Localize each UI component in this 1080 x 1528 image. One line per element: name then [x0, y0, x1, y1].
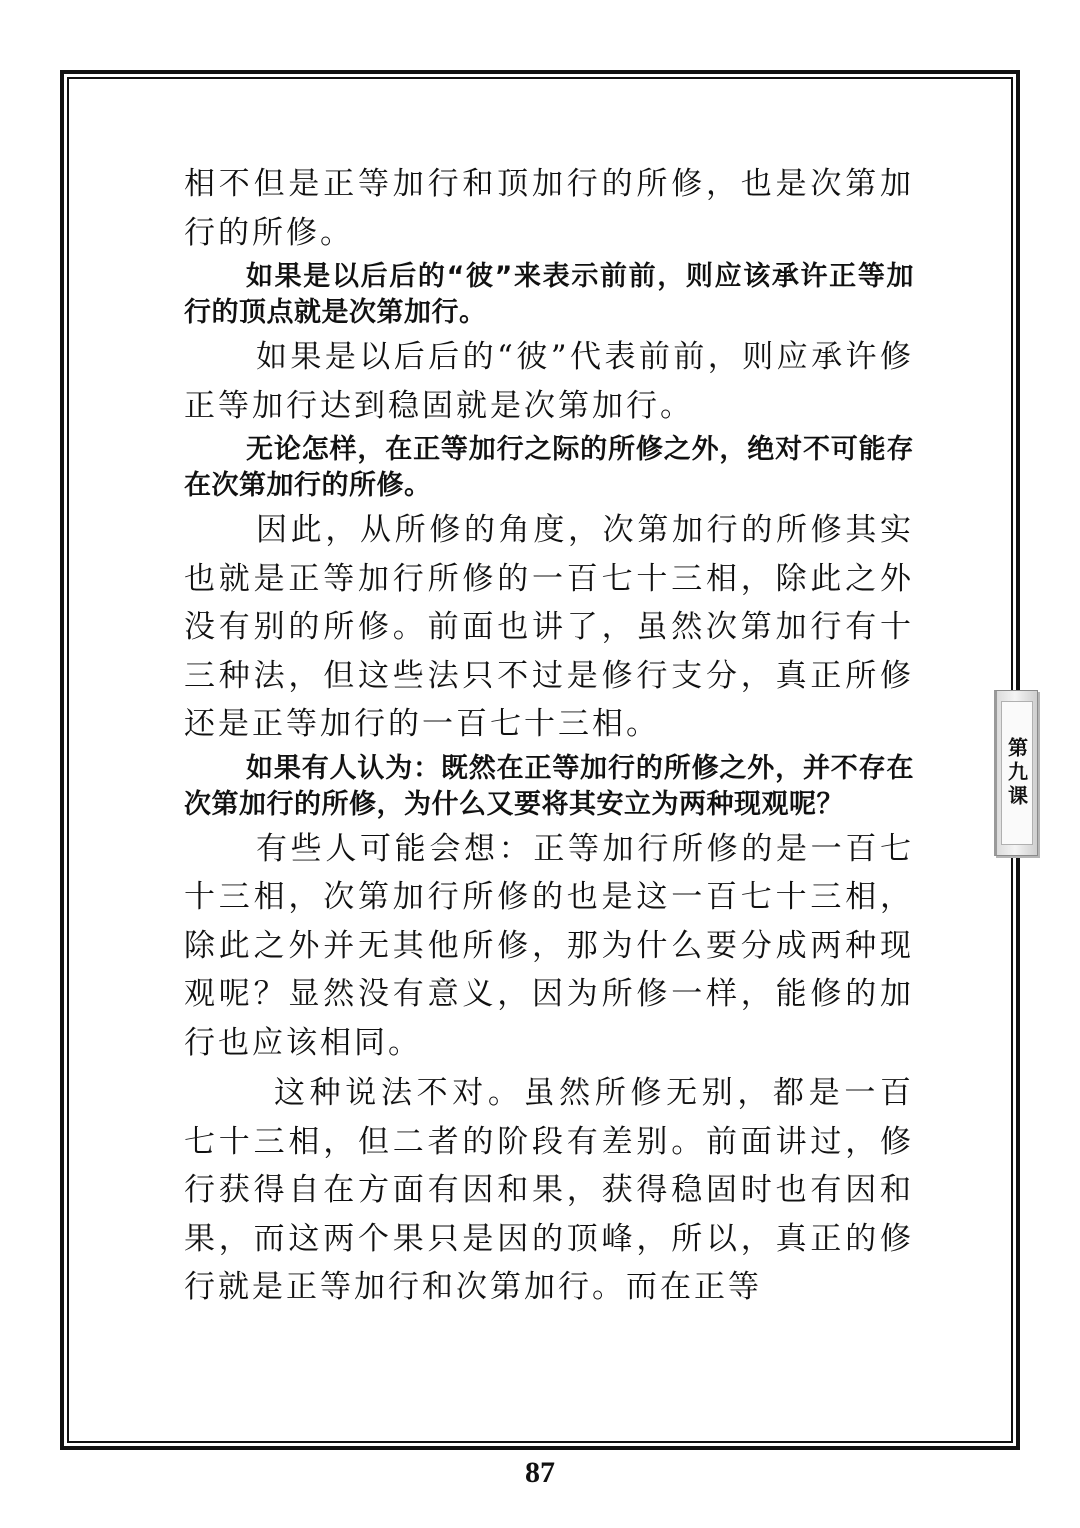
paragraph-1: 相不但是正等加行和顶加行的所修，也是次第加行的所修。 — [184, 166, 914, 251]
paragraph-4: 无论怎样，在正等加行之际的所修之外，绝对不可能存在次第加行的所修。 — [184, 434, 914, 501]
chapter-side-tab — [994, 690, 1038, 856]
paragraph-6: 如果有人认为：既然在正等加行的所修之外，并不存在次第加行的所修，为什么又要将其安立为两种现观呢？ — [184, 752, 914, 820]
paragraph-3: 如果是以后后的“彼”代表前前，则应承许修正等加行达到稳固就是次第加行。 — [184, 339, 914, 424]
paragraph-5: 因此，从所修的角度，次第加行的所修其实也就是正等加行所修的一百七十三相，除此之外没有别的所修。前面也讲了，虽然次第加行有十三种法，但这些法只不过是修行支分，真正所修还是正等加行的一百七十三相。 — [184, 512, 914, 742]
chapter-side-tab-inner — [1001, 701, 1033, 845]
paragraph-2: 如果是以后后的“彼”来表示前前，则应该承许正等加行的顶点就是次第加行。 — [184, 261, 914, 328]
chapter-label: 第九课 — [1004, 737, 1029, 809]
paragraph-8: 这种说法不对。虽然所修无别，都是一百七十三相，但二者的阶段有差别。前面讲过，修行获得自在方面有因和果，获得稳固时也有因和果，而这两个果只是因的顶峰，所以，真正的修行就是正等加行和次第加行。而在正等 — [184, 1075, 914, 1305]
body-text — [184, 160, 914, 1314]
paragraph-7: 有些人可能会想：正等加行所修的是一百七十三相，次第加行所修的也是这一百七十三相，除此之外并无其他所修，那为什么要分成两种现观呢？显然没有意义，因为所修一样，能修的加行也应该相同。 — [184, 830, 914, 1061]
page-number: 87 — [525, 1456, 555, 1489]
